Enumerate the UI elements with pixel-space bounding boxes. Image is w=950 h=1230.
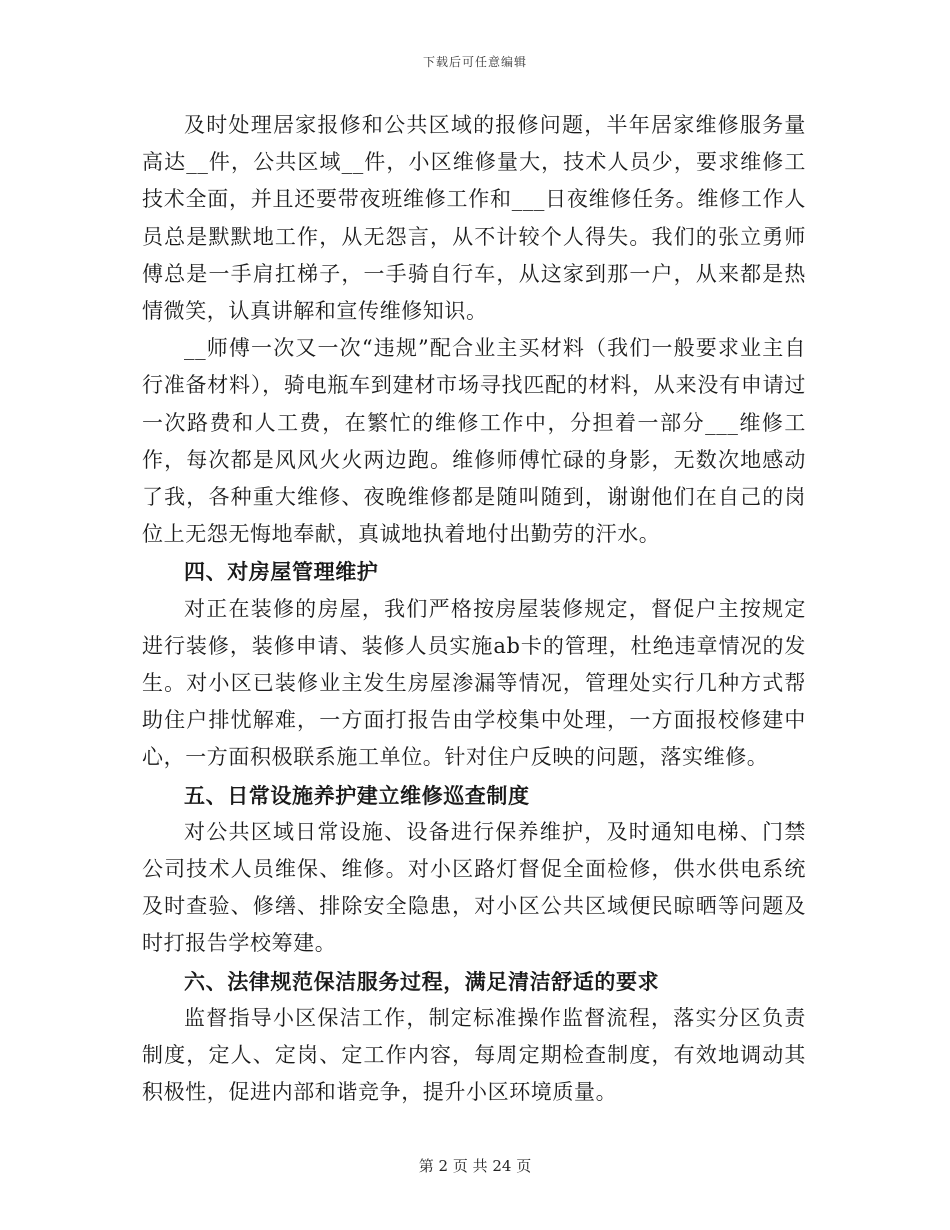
running-header: 下载后可任意编辑	[422, 55, 527, 69]
page-number: 第 2 页 共 24 页	[418, 1157, 532, 1175]
paragraph-repair-staff: __师傅一次又一次“违规”配合业主买材料（我们一般要求业主自行准备材料），骑电瓶车到建材市场寻找匹配的材料，从来没有申请过一次路费和人工费，在繁忙的维修工作中，分担着一部分___维修工作，每次都是风风火火两边跑。维修师傅忙碌的身影，无数次地感动了我，各种重大维修、夜晚维修都是随叫随到，谢谢他们在自己的岗位上无怨无悔地奉献，真诚地执着地付出勤劳的汗水。	[142, 336, 806, 547]
paragraph-repair-service: 及时处理居家报修和公共区域的报修问题，半年居家维修服务量高达__件，公共区域__件，小区维修量大，技术人员少，要求维修工技术全面，并且还要带夜班维修工作和___日夜维修任务。维修工作人员总是默默地工作，从无怨言，从不计较个人得失。我们的张立勇师傅总是一手肩扛梯子，一手骑自行车，从这家到那一户，从来都是热情微笑，认真讲解和宣传维修知识。	[142, 113, 806, 324]
paragraph-cleaning-service: 监督指导小区保洁工作，制定标准操作监督流程，落实分区负责制度，定人、定岗、定工作内容，每周定期检查制度，有效地调动其积极性，促进内部和谐竞争，提升小区环境质量。	[142, 1005, 806, 1105]
document-body	[142, 107, 806, 1111]
paragraph-facility-inspection: 对公共区域日常设施、设备进行保养维护，及时通知电梯、门禁公司技术人员维保、维修。对小区路灯督促全面检修，供水供电系统及时查验、修缮、排除安全隐患，对小区公共区域便民晾晒等问题及时打报告学校筹建。	[142, 819, 806, 956]
paragraph-housing-maintenance: 对正在装修的房屋，我们严格按房屋装修规定，督促户主按规定进行装修，装修申请、装修人员实施ab卡的管理，杜绝违章情况的发生。对小区已装修业主发生房屋渗漏等情况，管理处实行几种方式帮助住户排忧解难，一方面打报告由学校集中处理，一方面报校修建中心，一方面积极联系施工单位。针对住户反映的问题，落实维修。	[142, 596, 806, 770]
heading-facility-inspection: 五、日常设施养护建立维修巡查制度	[184, 782, 530, 808]
heading-housing-maintenance: 四、对房屋管理维护	[184, 559, 379, 585]
heading-cleaning-service: 六、法律规范保洁服务过程，满足清洁舒适的要求	[184, 968, 660, 994]
